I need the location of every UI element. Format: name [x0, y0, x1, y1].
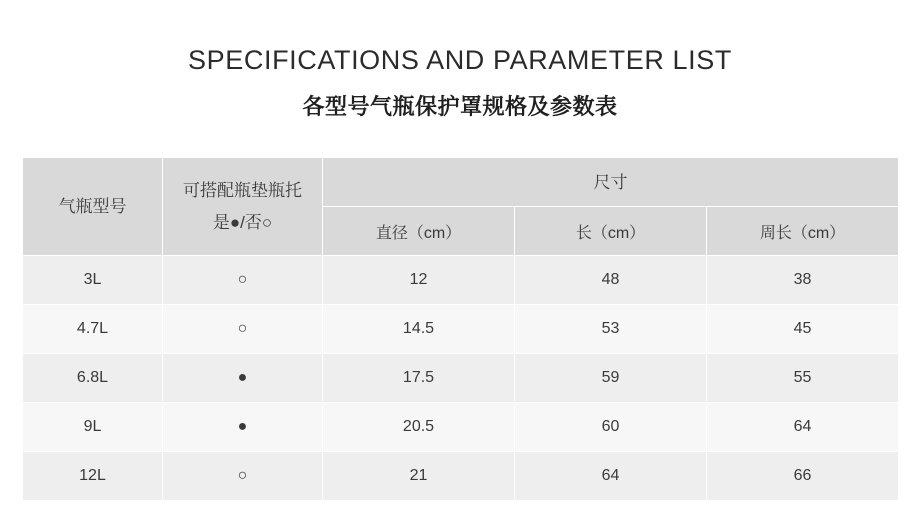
table-row	[23, 403, 899, 452]
cell-matching-mark: ●	[163, 403, 323, 452]
cell-matching-mark: ○	[163, 305, 323, 354]
cell-matching-mark: ●	[163, 354, 323, 403]
cell-circumference: 66	[707, 452, 899, 501]
column-header-diameter: 直径（cm）	[323, 207, 515, 256]
cell-diameter: 17.5	[323, 354, 515, 403]
cell-circumference: 55	[707, 354, 899, 403]
table-body	[23, 256, 899, 501]
column-header-model: 气瓶型号	[23, 158, 163, 256]
cell-matching-mark: ○	[163, 452, 323, 501]
table-head	[23, 158, 899, 256]
cell-length: 48	[515, 256, 707, 305]
cell-diameter: 20.5	[323, 403, 515, 452]
cell-model: 6.8L	[23, 354, 163, 403]
specification-table	[22, 157, 899, 501]
table-row	[23, 256, 899, 305]
column-header-matching-line1: 可搭配瓶垫瓶托	[183, 180, 302, 200]
cell-model: 9L	[23, 403, 163, 452]
column-header-matching-line2: 是●/否○	[212, 212, 273, 232]
cell-diameter: 12	[323, 256, 515, 305]
table-row	[23, 452, 899, 501]
cell-diameter: 14.5	[323, 305, 515, 354]
cell-circumference: 64	[707, 403, 899, 452]
column-header-size-group: 尺寸	[323, 158, 899, 207]
spec-table-wrapper	[22, 157, 898, 501]
cell-length: 59	[515, 354, 707, 403]
cell-model: 12L	[23, 452, 163, 501]
column-header-circumference: 周长（cm）	[707, 207, 899, 256]
cell-length: 64	[515, 452, 707, 501]
cell-length: 60	[515, 403, 707, 452]
column-header-length: 长（cm）	[515, 207, 707, 256]
page-header	[0, 0, 920, 121]
cell-circumference: 45	[707, 305, 899, 354]
table-row	[23, 354, 899, 403]
page-title-chinese: 各型号气瓶保护罩规格及参数表	[302, 94, 618, 120]
table-header-row-1	[23, 158, 899, 207]
page-title-english: SPECIFICATIONS AND PARAMETER LIST	[188, 45, 732, 75]
cell-circumference: 38	[707, 256, 899, 305]
column-header-matching	[163, 158, 323, 256]
cell-model: 4.7L	[23, 305, 163, 354]
table-row	[23, 305, 899, 354]
cell-matching-mark: ○	[163, 256, 323, 305]
cell-length: 53	[515, 305, 707, 354]
cell-diameter: 21	[323, 452, 515, 501]
cell-model: 3L	[23, 256, 163, 305]
